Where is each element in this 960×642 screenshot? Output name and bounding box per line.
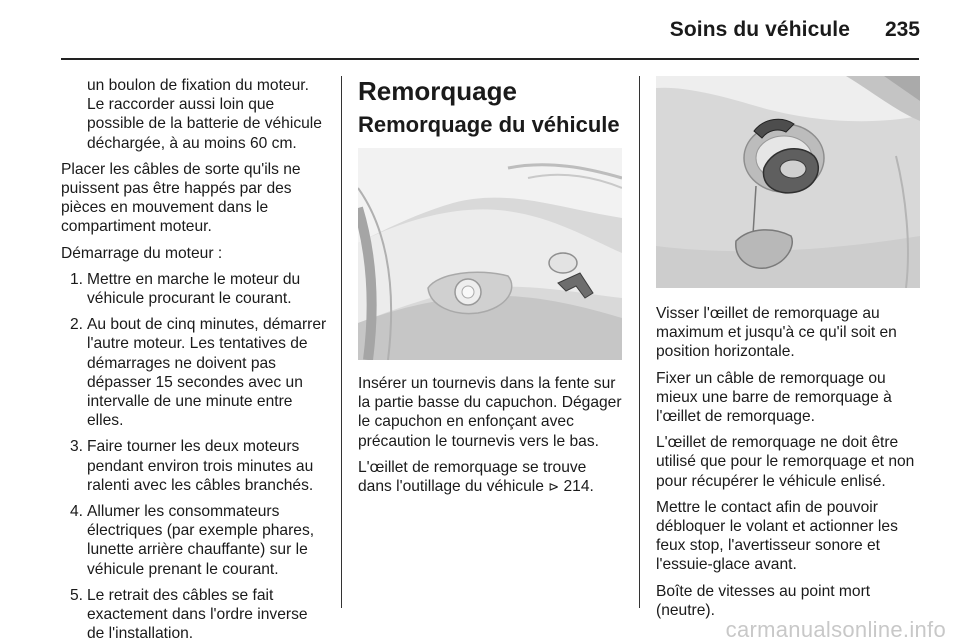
- section-heading: Remorquage du véhicule: [358, 112, 620, 137]
- towing-eye-image: [656, 76, 920, 288]
- step-text: Faire tourner les deux moteurs pendant environ trois minutes au ralenti avec les câbles branchés.: [87, 438, 314, 494]
- page-header: [0, 0, 960, 62]
- car-front-bumper-image: [358, 148, 622, 360]
- section-title: Soins du véhicule: [669, 18, 850, 41]
- list-item: [61, 586, 329, 642]
- paragraph-attach-rope: Fixer un câble de remorquage ou mieux une barre de remorquage à l'œillet de remorquage.: [656, 369, 892, 426]
- paragraph-eyelet-usage: L'œillet de remorquage ne doit être utilisé que pour le remorquage et non pour récupérer le véhicule enlisé.: [656, 434, 915, 490]
- page-reference[interactable]: 214.: [559, 478, 594, 496]
- step-number: 5.: [70, 586, 84, 604]
- towing-eye-illustration: [656, 76, 920, 288]
- step-text: Le retrait des câbles se fait exactement dans l'ordre inverse de l'installation.: [87, 586, 308, 642]
- paragraph-ignition: Mettre le contact afin de pouvoir débloquer le volant et actionner les feux stop, l'avertisseur sonore et l'essuie-glace avant.: [656, 498, 898, 574]
- paragraph-eyelet-location: [358, 458, 624, 496]
- step-number: 1.: [70, 270, 84, 288]
- step-text: Au bout de cinq minutes, démarrer l'autre moteur. Les tentatives de démarrages ne doivent pas dépasser 15 secondes avec un intervalle de une minute entre elles.: [87, 316, 327, 430]
- column-divider-right: [639, 76, 640, 608]
- page-number: 235: [884, 18, 920, 41]
- list-item: [61, 270, 329, 308]
- site-watermark: carmanualsonline.info: [725, 617, 946, 642]
- eyelet-location-text: L'œillet de remorquage se trouve dans l'outillage du véhicule: [358, 458, 587, 496]
- step-number: 3.: [70, 438, 84, 456]
- bumper-cap-illustration: [358, 148, 622, 360]
- step-number: 2.: [70, 316, 84, 334]
- chapter-heading: Remorquage: [358, 76, 517, 106]
- paragraph-engine-start: Démarrage du moteur :: [61, 244, 223, 262]
- continued-step-text: un boulon de fixation du moteur. Le raccorder aussi loin que possible de la batterie de véhicule déchargée, à au moins 60 cm.: [87, 77, 322, 152]
- paragraph-neutral: Boîte de vitesses au point mort (neutre).: [656, 582, 871, 619]
- engine-start-steps: [61, 270, 329, 642]
- paragraph-remove-cap: Insérer un tournevis dans la fente sur la partie basse du capuchon. Dégager le capuchon en enfonçant avec précaution le tournevis vers le bas.: [358, 375, 622, 450]
- step-number: 4.: [70, 503, 84, 521]
- column-divider-left: [341, 76, 342, 608]
- header-divider: [61, 58, 919, 60]
- paragraph-screw-eyelet: Visser l'œillet de remorquage au maximum et jusqu'à ce qu'il soit en position horizontale.: [656, 305, 897, 361]
- column-left: [61, 76, 329, 642]
- list-item: [61, 502, 329, 579]
- paragraph-cable-placement: Placer les câbles de sorte qu'ils ne puissent pas être happés par des pièces en mouvement dans le compartiment moteur.: [61, 160, 301, 236]
- column-middle: [358, 76, 624, 503]
- list-item: [61, 437, 329, 495]
- column-right: [656, 76, 922, 627]
- page-reference-icon[interactable]: ⊳: [548, 479, 560, 495]
- step-text: Mettre en marche le moteur du véhicule procurant le courant.: [87, 270, 301, 308]
- list-item: [61, 315, 329, 430]
- step-text: Allumer les consommateurs électriques (par exemple phares, lunette arrière chauffante) sur le véhicule prenant le courant.: [87, 503, 315, 578]
